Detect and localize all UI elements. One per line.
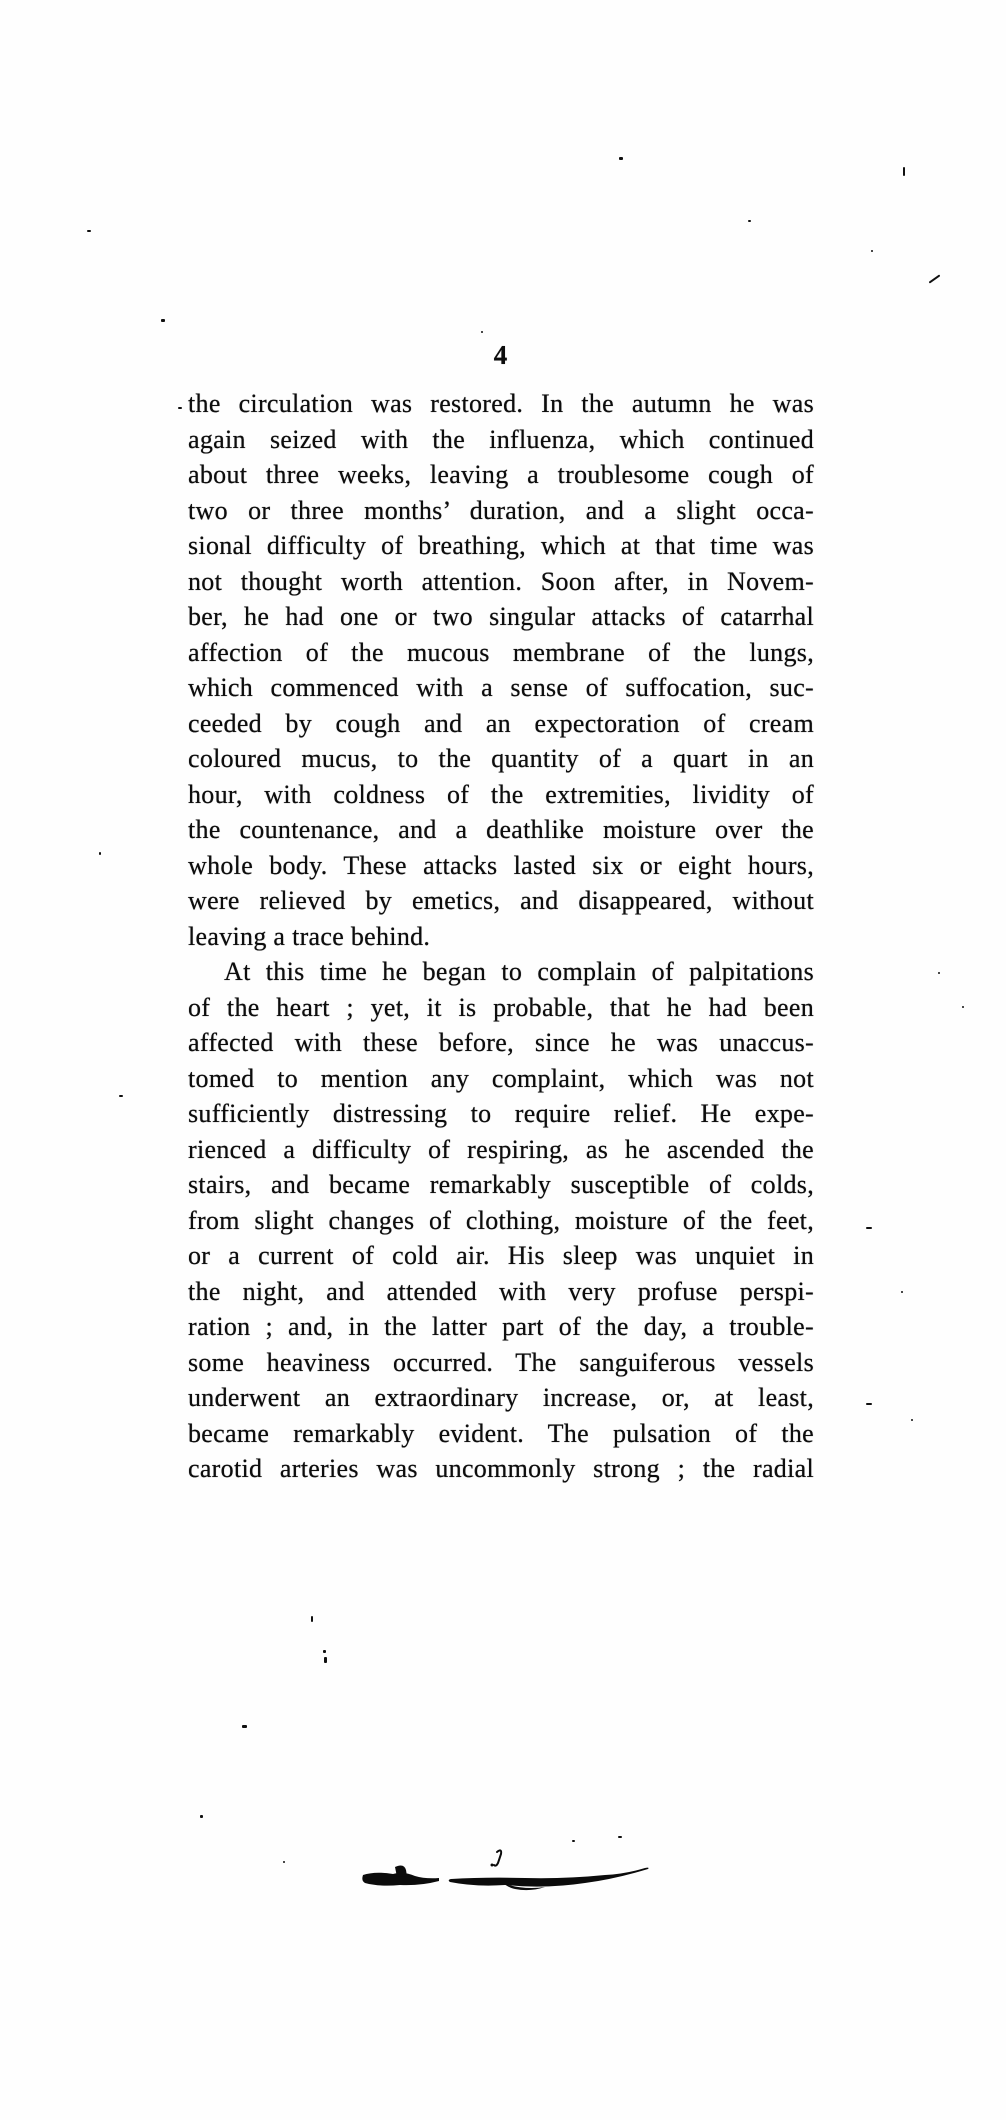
text-line: stairs, and became remarkably susceptible of colds, [188, 1170, 814, 1199]
text-line: tomed to mention any complaint, which was not [188, 1063, 814, 1093]
ink-speck [283, 1861, 285, 1863]
ink-speck [903, 167, 905, 176]
ink-speck [200, 1815, 203, 1818]
text-line: ceeded by cough and an expectoration of cream [188, 708, 814, 738]
ink-speck [481, 331, 483, 333]
ink-speck [748, 220, 751, 222]
ink-speck [87, 230, 91, 232]
ink-speck [866, 1227, 872, 1229]
ink-speck [99, 852, 101, 855]
ink-speck [871, 250, 873, 252]
body-text [188, 386, 814, 1487]
text-line: not thought worth attention. Soon after, in Novem- [188, 566, 814, 596]
text-line: the circulation was restored. In the autumn he was [188, 389, 814, 418]
text-line: again seized with the influenza, which continued [188, 424, 814, 454]
text-line: about three weeks, leaving a troublesome cough of [188, 460, 814, 489]
text-line: At this time he began to complain of palpitations [224, 957, 814, 986]
ink-speck [572, 1840, 575, 1842]
text-line: were relieved by emetics, and disappeared, without [188, 886, 814, 915]
text-line: affection of the mucous membrane of the lungs, [188, 637, 814, 667]
text-line: two or three months’ duration, and a slight occa- [188, 495, 814, 525]
text-line: leaving a trace behind. [188, 921, 431, 951]
ink-speck [866, 1403, 872, 1405]
ink-speck [311, 1616, 313, 1622]
ink-speck [242, 1725, 247, 1728]
text-line: hour, with coldness of the extremities, lividity of [188, 779, 814, 809]
ink-speck [323, 1650, 326, 1653]
ink-speck [119, 1095, 123, 1097]
ink-speck [929, 274, 941, 283]
text-line: the night, and attended with very profuse perspi- [188, 1276, 814, 1306]
text-line: coloured mucus, to the quantity of a quart in an [188, 744, 814, 773]
ink-speck [161, 319, 165, 322]
text-line: sufficiently distressing to require relief. He expe- [188, 1099, 814, 1128]
ink-speck [962, 1006, 964, 1008]
ink-speck [619, 157, 623, 160]
text-line: rienced a difficulty of respiring, as he ascended the [188, 1134, 814, 1164]
ink-speck [324, 1657, 327, 1663]
ink-speck [618, 1836, 622, 1838]
text-line: sional difficulty of breathing, which at that time was [188, 531, 814, 560]
ink-speck [938, 972, 940, 974]
ink-speck [911, 1419, 913, 1421]
text-line: which commenced with a sense of suffocation, suc- [188, 673, 814, 702]
text-line: ber, he had one or two singular attacks of catarrhal [188, 602, 814, 631]
ink-smudge [355, 1848, 655, 1896]
text-line: or a current of cold air. His sleep was unquiet in [188, 1241, 814, 1270]
ink-speck [901, 1291, 903, 1293]
text-line: carotid arteries was uncommonly strong ; the radial [188, 1454, 814, 1483]
text-line: affected with these before, since he was unaccus- [188, 1028, 814, 1057]
text-line: became remarkably evident. The pulsation of the [188, 1418, 814, 1448]
ink-speck [178, 407, 182, 409]
text-line: ration ; and, in the latter part of the day, a trouble- [188, 1312, 814, 1341]
page-number: 4 [493, 340, 509, 370]
text-line: some heaviness occurred. The sanguiferous vessels [188, 1347, 814, 1377]
text-line: underwent an extraordinary increase, or, at least, [188, 1383, 814, 1412]
text-line: of the heart ; yet, it is probable, that he had been [188, 992, 814, 1022]
text-line: from slight changes of clothing, moisture of the feet, [188, 1205, 814, 1235]
text-line: the countenance, and a deathlike moisture over the [188, 815, 814, 844]
text-line: whole body. These attacks lasted six or eight hours, [188, 850, 814, 880]
